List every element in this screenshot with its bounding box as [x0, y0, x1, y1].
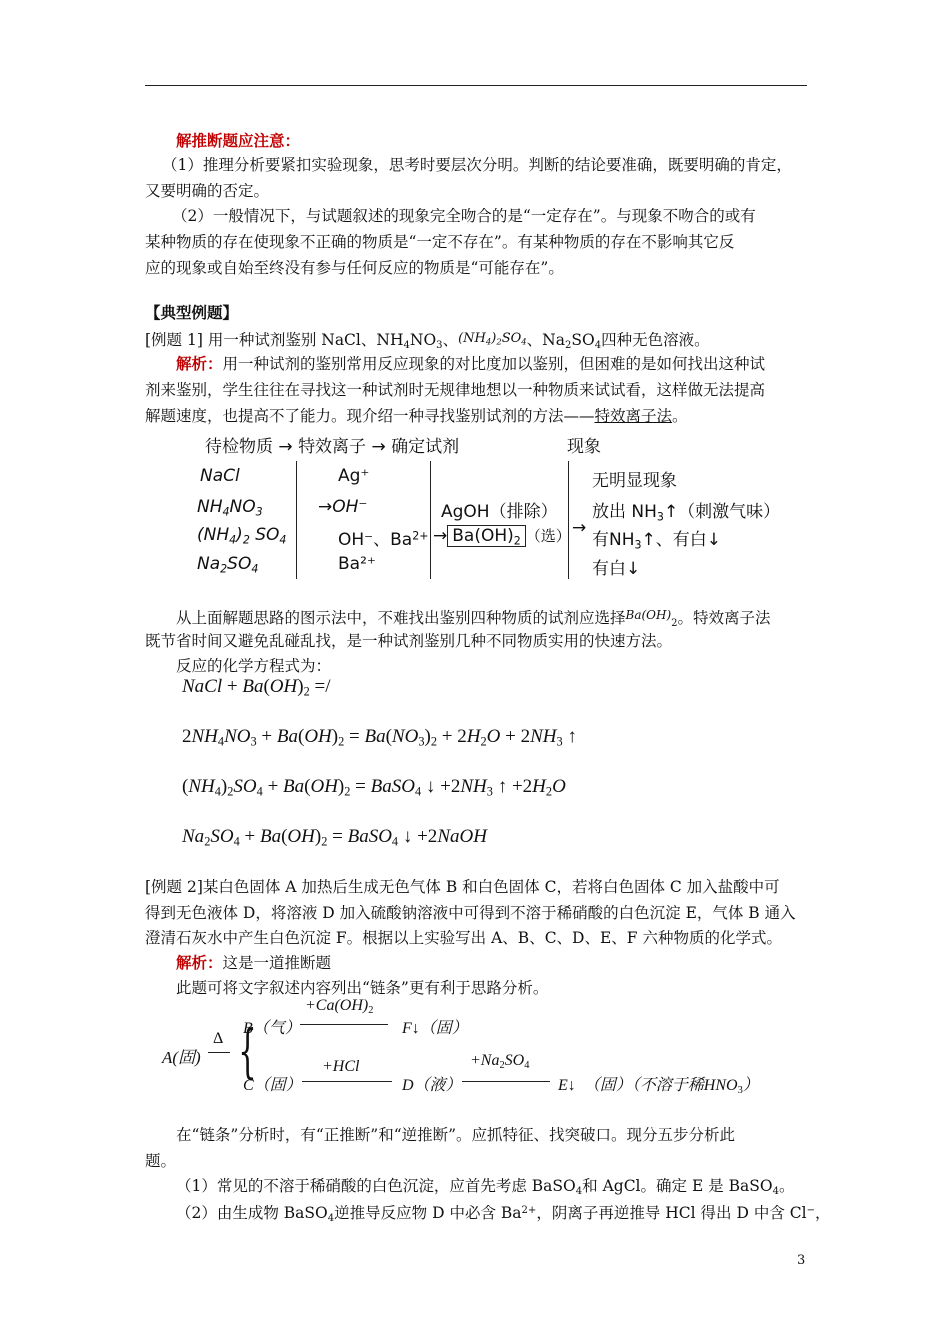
- phenomenon-nh3-white: 有$NH_3↑$、有白↓: [592, 530, 722, 552]
- chain-arrow-d: [462, 1081, 550, 1082]
- chain-b: B（气）: [243, 1020, 301, 1037]
- analysis2-line1: 在“链条”分析时，有“正推断”和“逆推断”。应抓特征、找突破口。现分五步分析此: [176, 1126, 736, 1144]
- header-rule: [145, 85, 807, 86]
- substance-nacl: NaCl: [200, 466, 240, 486]
- notes-p2-line2: 某种物质的存在使现象不正确的物质是“一定不存在”。有某种物质的存在不影响其它反: [145, 233, 735, 251]
- reagent-agoh: AgOH（排除）: [441, 502, 558, 522]
- example1-analysis-line3: 解题速度，也提高不了能力。现介绍一种寻找鉴别试剂的方法——特效离子法。: [145, 407, 688, 425]
- equation-2: $2NH_4NO_3 + Ba(OH)_2 = Ba(NO_3)_2 + 2H_2O + 2NH_3$ ↑: [182, 726, 577, 749]
- chain-f: F↓（固）: [402, 1020, 468, 1037]
- analysis2-line2: 题。: [145, 1152, 177, 1170]
- example2-line4: 此题可将文字叙述内容列出“链条”更有利于思路分析。: [176, 979, 549, 997]
- substance-nh4no3: $NH_4NO_3$: [197, 497, 263, 519]
- notes-p1-line1: （1）推理分析要紧扣实验现象，思考时要层次分明。判断的结论要准确，既要明确的肯定，: [162, 156, 792, 174]
- chain-arrow-b: [300, 1024, 388, 1025]
- chain-delta-line: [208, 1052, 230, 1053]
- conclusion-line2: 既节省时间又避免乱碰乱找，是一种试剂鉴别几种不同物质实用的快速方法。: [145, 632, 673, 650]
- conclusion-line1: 从上面解题思路的图示法中，不难找出鉴别四种物质的试剂应选择$^{Ba(OH)}_2$。特效离子法: [176, 608, 771, 629]
- example1-analysis-line1: 解析：用一种试剂的鉴别常用反应现象的对比度加以鉴别，但困难的是如何找出这种试: [176, 354, 766, 373]
- example1-analysis-line2: 剂来鉴别，学生往往在寻找这一种试剂时无规律地想以一种物质来试试看，这样做无法提高: [145, 381, 766, 399]
- chain-hcl: +HCl: [322, 1058, 360, 1075]
- notes-p2-line3: 应的现象或自始至终没有参与任何反应的物质是“可能存在”。: [145, 259, 564, 277]
- diagram-divider-2: [430, 461, 431, 579]
- equation-4: $Na_2SO_4 + Ba(OH)_2$ = BaSO$_4$ ↓ +2NaOH: [182, 826, 487, 849]
- notes-p1-line2: 又要明确的否定。: [145, 182, 270, 200]
- ion-ba: Ba²⁺: [338, 554, 376, 574]
- reagent-baoh2: → $Ba(OH)_2$ （选）: [433, 526, 571, 548]
- phenomenon-none: 无明显现象: [592, 471, 677, 491]
- diagram-header: 待检物质 → 特效离子 → 确定试剂: [205, 437, 460, 457]
- chain-c: C（固）: [243, 1077, 302, 1094]
- notes-p2-line1: （2）一般情况下，与试题叙述的现象完全吻合的是“一定存在”。与现象不吻合的或有: [172, 207, 756, 225]
- diagram-header-phenomenon: 现象: [567, 437, 601, 457]
- chain-caoh2: $+Ca(OH)_2$: [305, 997, 374, 1017]
- example1-question: [例题 1] 用一种试剂鉴别 NaCl、$NH_4NO_3$、$(NH_4)_2SO_4$、$Na_2SO_4$四种无色溶液。: [145, 331, 710, 352]
- analysis2-step1: （1）常见的不溶于稀硝酸的白色沉淀，应首先考虑 BaSO$_4$和 AgCl。确定 E 是 BaSO$_4$。: [176, 1177, 795, 1198]
- phenomenon-white: 有白↓: [592, 559, 641, 579]
- chain-delta: Δ: [213, 1030, 224, 1047]
- example2-line3: 澄清石灰水中产生白色沉淀 F。根据以上实验写出 A、B、C、D、E、F 六种物质的化学式。: [145, 929, 782, 947]
- equation-3: $(NH_4)_2SO_4 + Ba(OH)_2$ = BaSO$_4$ ↓ $+2NH_3$ ↑ $+2H_2O$: [182, 776, 566, 799]
- section-title: 【典型例题】: [145, 303, 239, 322]
- diagram-divider-1: [296, 461, 297, 579]
- equation-1: NaCl + $Ba(OH)_2$ =/: [182, 676, 331, 699]
- chain-arrow-c: [302, 1081, 392, 1082]
- page-number: 3: [797, 1253, 806, 1268]
- chain-na2so4: $+Na_2SO_4$: [470, 1052, 530, 1072]
- ion-oh-ba: OH⁻、$Ba^{2+}$: [338, 529, 429, 550]
- substance-na2so4: $Na_2SO_4$: [197, 554, 259, 576]
- example2-line1: [例题 2]某白色固体 A 加热后生成无色气体 B 和白色固体 C，若将白色固体 C 加入盐酸中可: [145, 878, 780, 896]
- ion-oh: →OH⁻: [318, 497, 368, 517]
- ion-ag: Ag⁺: [338, 466, 370, 486]
- conclusion-line3: 反应的化学方程式为：: [176, 657, 332, 675]
- diagram-divider-3: [568, 461, 569, 579]
- chain-e: E↓ （固）（不溶于稀$HNO_3$）: [558, 1077, 759, 1097]
- example2-line2: 得到无色液体 D，将溶液 D 加入硫酸钠溶液中可得到不溶于稀硝酸的白色沉淀 E，气体 B 通入: [145, 904, 796, 922]
- example2-analysis: 解析：这是一道推断题: [176, 953, 332, 972]
- phenomenon-nh3: 放出 $NH_3↑$（刺激气味）: [592, 502, 781, 524]
- notes-heading: 解推断题应注意：: [176, 131, 301, 150]
- chain-d: D（液）: [402, 1077, 462, 1094]
- chain-brace: {: [238, 1017, 257, 1085]
- chain-a: A(固): [162, 1048, 201, 1067]
- ammonium-sulfate-formula: $(NH_4)_2SO_4$: [458, 331, 527, 347]
- substance-nh42so4: $(NH_4)_2$ $SO_4$: [197, 525, 287, 547]
- analysis2-step2: （2）由生成物 BaSO$_4$逆推导反应物 D 中必含 $Ba^{2+}$，阴离子再逆推导 HCl 得出 D 中含 Cl−，: [176, 1204, 831, 1225]
- phenomenon-arrow: →: [572, 518, 587, 538]
